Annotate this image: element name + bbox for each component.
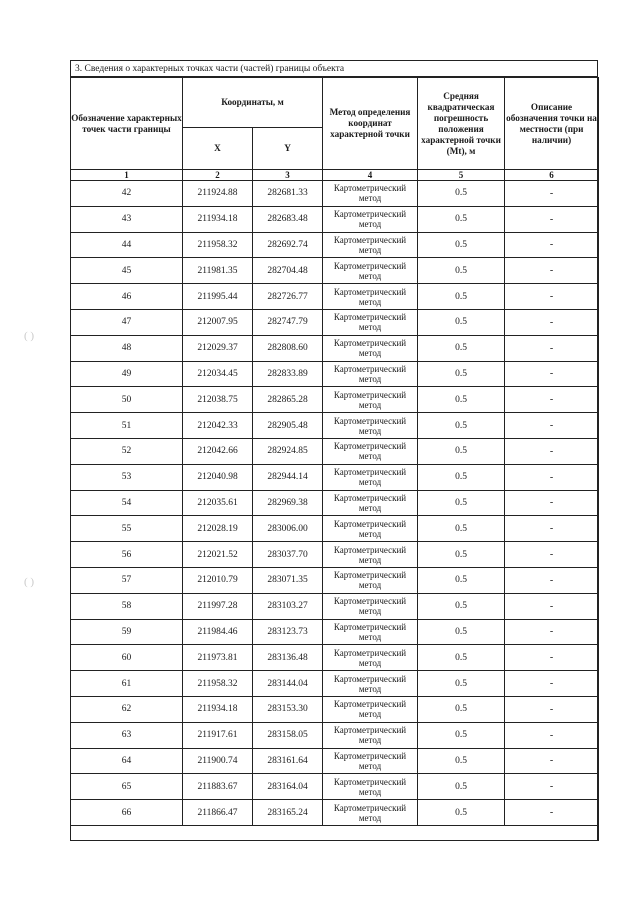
accuracy-value: 0.5	[418, 671, 505, 697]
description-value: -	[505, 181, 599, 207]
coordinate-y: 282924.85	[253, 438, 323, 464]
coordinate-x: 211917.61	[183, 722, 253, 748]
boundary-points-table	[70, 77, 599, 841]
point-number: 44	[71, 232, 183, 258]
method-text: метод	[358, 683, 382, 694]
coordinate-x: 212038.75	[183, 387, 253, 413]
table-row	[71, 232, 599, 258]
coordinate-y: 283037.70	[253, 542, 323, 568]
method-text: Картометрический	[333, 570, 407, 581]
accuracy-value: 0.5	[418, 309, 505, 335]
method-text: метод	[358, 270, 382, 281]
table-row	[71, 748, 599, 774]
method-cell	[323, 619, 418, 645]
coordinate-y: 283103.27	[253, 593, 323, 619]
method-cell	[323, 645, 418, 671]
description-value: -	[505, 671, 599, 697]
method-cell	[323, 800, 418, 826]
coordinate-y: 283071.35	[253, 567, 323, 593]
accuracy-value: 0.5	[418, 413, 505, 439]
accuracy-value: 0.5	[418, 490, 505, 516]
table-row	[71, 516, 599, 542]
method-text: метод	[358, 786, 382, 797]
table-row	[71, 206, 599, 232]
method-text: метод	[358, 606, 382, 617]
empty-cell	[71, 825, 599, 840]
method-text: метод	[358, 399, 382, 410]
table-body	[71, 181, 599, 826]
method-cell	[323, 490, 418, 516]
accuracy-value: 0.5	[418, 284, 505, 310]
coordinate-y: 282681.33	[253, 181, 323, 207]
coordinate-y: 282865.28	[253, 387, 323, 413]
coordinate-x: 212021.52	[183, 542, 253, 568]
table-row	[71, 361, 599, 387]
coordinate-y: 282683.48	[253, 206, 323, 232]
method-text: метод	[358, 631, 382, 642]
table-row	[71, 490, 599, 516]
table-row	[71, 567, 599, 593]
accuracy-value: 0.5	[418, 387, 505, 413]
table-row	[71, 800, 599, 826]
column-number: 3	[253, 170, 323, 181]
description-value: -	[505, 619, 599, 645]
accuracy-value: 0.5	[418, 206, 505, 232]
point-number: 57	[71, 567, 183, 593]
method-text: Картометрический	[333, 802, 407, 813]
coordinate-y: 283164.04	[253, 774, 323, 800]
description-value: -	[505, 309, 599, 335]
table-row	[71, 335, 599, 361]
method-text: метод	[358, 425, 382, 436]
method-text: метод	[358, 296, 382, 307]
method-text: метод	[358, 812, 382, 823]
point-number: 62	[71, 696, 183, 722]
method-cell	[323, 516, 418, 542]
method-text: Картометрический	[333, 338, 407, 349]
method-text: Картометрический	[333, 750, 407, 761]
method-cell	[323, 722, 418, 748]
point-number: 42	[71, 181, 183, 207]
method-text: метод	[358, 244, 382, 255]
coordinate-x: 211995.44	[183, 284, 253, 310]
description-value: -	[505, 335, 599, 361]
accuracy-value: 0.5	[418, 542, 505, 568]
accuracy-value: 0.5	[418, 619, 505, 645]
description-value: -	[505, 232, 599, 258]
description-value: -	[505, 567, 599, 593]
coordinate-x: 212010.79	[183, 567, 253, 593]
method-text: метод	[358, 451, 382, 462]
table-row	[71, 464, 599, 490]
table-row	[71, 696, 599, 722]
method-cell	[323, 671, 418, 697]
accuracy-value: 0.5	[418, 258, 505, 284]
accuracy-value: 0.5	[418, 232, 505, 258]
method-text: Картометрический	[333, 544, 407, 555]
method-cell	[323, 387, 418, 413]
column-number: 6	[505, 170, 599, 181]
method-text: Картометрический	[333, 183, 407, 194]
method-text: Картометрический	[333, 389, 407, 400]
method-text: метод	[358, 373, 382, 384]
point-number: 58	[71, 593, 183, 619]
section-caption: 3. Сведения о характерных точках части (частей) границы объекта	[71, 61, 597, 77]
table-row	[71, 619, 599, 645]
header-x: X	[183, 128, 253, 170]
header-y: Y	[253, 128, 323, 170]
table-row	[71, 722, 599, 748]
point-number: 56	[71, 542, 183, 568]
method-text: Картометрический	[333, 363, 407, 374]
coordinate-x: 212007.95	[183, 309, 253, 335]
method-cell	[323, 232, 418, 258]
table-header	[71, 78, 599, 181]
description-value: -	[505, 593, 599, 619]
table-row	[71, 542, 599, 568]
coordinate-x: 211883.67	[183, 774, 253, 800]
method-text: метод	[358, 193, 382, 204]
point-number: 54	[71, 490, 183, 516]
point-number: 59	[71, 619, 183, 645]
description-value: -	[505, 387, 599, 413]
table-row	[71, 413, 599, 439]
coordinate-y: 283136.48	[253, 645, 323, 671]
accuracy-value: 0.5	[418, 748, 505, 774]
method-cell	[323, 413, 418, 439]
coordinate-y: 283123.73	[253, 619, 323, 645]
table-row-empty	[71, 825, 599, 840]
column-numbers-row	[71, 170, 599, 181]
accuracy-value: 0.5	[418, 722, 505, 748]
method-text: Картометрический	[333, 596, 407, 607]
accuracy-value: 0.5	[418, 335, 505, 361]
coordinate-y: 282833.89	[253, 361, 323, 387]
method-cell	[323, 258, 418, 284]
point-number: 60	[71, 645, 183, 671]
point-number: 63	[71, 722, 183, 748]
method-cell	[323, 593, 418, 619]
method-text: метод	[358, 554, 382, 565]
point-number: 46	[71, 284, 183, 310]
coordinate-x: 212040.98	[183, 464, 253, 490]
accuracy-value: 0.5	[418, 645, 505, 671]
accuracy-value: 0.5	[418, 774, 505, 800]
coordinate-x: 211997.28	[183, 593, 253, 619]
method-text: метод	[358, 657, 382, 668]
coordinate-x: 211973.81	[183, 645, 253, 671]
point-number: 51	[71, 413, 183, 439]
method-text: метод	[358, 709, 382, 720]
accuracy-value: 0.5	[418, 516, 505, 542]
coordinate-x: 211958.32	[183, 232, 253, 258]
coordinate-y: 283158.05	[253, 722, 323, 748]
coordinate-y: 283006.00	[253, 516, 323, 542]
description-value: -	[505, 645, 599, 671]
method-text: Картометрический	[333, 647, 407, 658]
method-text: Картометрический	[333, 467, 407, 478]
method-text: Картометрический	[333, 312, 407, 323]
point-number: 66	[71, 800, 183, 826]
table-row	[71, 671, 599, 697]
accuracy-value: 0.5	[418, 438, 505, 464]
header-method: Метод определения координат характерной точки	[323, 78, 418, 170]
method-text: Картометрический	[333, 673, 407, 684]
boundary-points-sheet	[70, 60, 598, 841]
method-text: Картометрический	[333, 415, 407, 426]
table-row	[71, 309, 599, 335]
method-text: метод	[358, 502, 382, 513]
coordinate-y: 282905.48	[253, 413, 323, 439]
coordinate-x: 211866.47	[183, 800, 253, 826]
description-value: -	[505, 413, 599, 439]
point-number: 45	[71, 258, 183, 284]
accuracy-value: 0.5	[418, 696, 505, 722]
point-number: 48	[71, 335, 183, 361]
method-cell	[323, 748, 418, 774]
description-value: -	[505, 361, 599, 387]
point-number: 50	[71, 387, 183, 413]
description-value: -	[505, 464, 599, 490]
point-number: 64	[71, 748, 183, 774]
method-text: метод	[358, 580, 382, 591]
coordinate-x: 211924.88	[183, 181, 253, 207]
description-value: -	[505, 206, 599, 232]
coordinate-y: 282692.74	[253, 232, 323, 258]
method-cell	[323, 309, 418, 335]
coordinate-y: 282969.38	[253, 490, 323, 516]
point-number: 49	[71, 361, 183, 387]
point-number: 47	[71, 309, 183, 335]
method-cell	[323, 335, 418, 361]
header-designation: Обозначение характерных точек части границы	[71, 78, 183, 170]
description-value: -	[505, 696, 599, 722]
column-number: 1	[71, 170, 183, 181]
header-accuracy: Средняя квадратическая погрешность положения характерной точки (Mt), м	[418, 78, 505, 170]
coordinate-y: 283161.64	[253, 748, 323, 774]
method-cell	[323, 542, 418, 568]
accuracy-value: 0.5	[418, 567, 505, 593]
coordinate-y: 283144.04	[253, 671, 323, 697]
method-text: Картометрический	[333, 441, 407, 452]
table-row	[71, 774, 599, 800]
method-cell	[323, 464, 418, 490]
method-cell	[323, 181, 418, 207]
coordinate-x: 212034.45	[183, 361, 253, 387]
point-number: 55	[71, 516, 183, 542]
description-value: -	[505, 722, 599, 748]
method-text: Картометрический	[333, 260, 407, 271]
point-number: 43	[71, 206, 183, 232]
scan-artifact: ( )	[24, 330, 35, 342]
method-cell	[323, 361, 418, 387]
description-value: -	[505, 258, 599, 284]
table-row	[71, 645, 599, 671]
coordinate-y: 283153.30	[253, 696, 323, 722]
method-text: Картометрический	[333, 776, 407, 787]
method-text: метод	[358, 760, 382, 771]
header-description: Описание обозначения точки на местности (при наличии)	[505, 78, 599, 170]
method-text: Картометрический	[333, 492, 407, 503]
coordinate-y: 282747.79	[253, 309, 323, 335]
coordinate-y: 282704.48	[253, 258, 323, 284]
coordinate-x: 212042.66	[183, 438, 253, 464]
coordinate-x: 212028.19	[183, 516, 253, 542]
table-row	[71, 181, 599, 207]
method-text: Картометрический	[333, 518, 407, 529]
description-value: -	[505, 800, 599, 826]
method-cell	[323, 696, 418, 722]
column-number: 2	[183, 170, 253, 181]
method-text: Картометрический	[333, 699, 407, 710]
coordinate-x: 211934.18	[183, 206, 253, 232]
point-number: 52	[71, 438, 183, 464]
coordinate-y: 283165.24	[253, 800, 323, 826]
coordinate-x: 211900.74	[183, 748, 253, 774]
description-value: -	[505, 490, 599, 516]
scan-artifact: ( )	[24, 576, 35, 588]
coordinate-y: 282808.60	[253, 335, 323, 361]
table-row	[71, 284, 599, 310]
coordinate-x: 212029.37	[183, 335, 253, 361]
coordinate-x: 211958.32	[183, 671, 253, 697]
method-text: метод	[358, 348, 382, 359]
table-row	[71, 438, 599, 464]
table-row	[71, 387, 599, 413]
coordinate-y: 282726.77	[253, 284, 323, 310]
method-cell	[323, 774, 418, 800]
header-coordinates: Координаты, м	[183, 78, 323, 128]
coordinate-x: 211981.35	[183, 258, 253, 284]
method-text: метод	[358, 528, 382, 539]
table-row	[71, 258, 599, 284]
method-cell	[323, 284, 418, 310]
point-number: 65	[71, 774, 183, 800]
point-number: 61	[71, 671, 183, 697]
method-text: Картометрический	[333, 725, 407, 736]
coordinate-x: 212035.61	[183, 490, 253, 516]
method-cell	[323, 567, 418, 593]
description-value: -	[505, 516, 599, 542]
method-cell	[323, 438, 418, 464]
column-number: 5	[418, 170, 505, 181]
method-text: метод	[358, 219, 382, 230]
coordinate-x: 211934.18	[183, 696, 253, 722]
accuracy-value: 0.5	[418, 800, 505, 826]
description-value: -	[505, 774, 599, 800]
accuracy-value: 0.5	[418, 464, 505, 490]
accuracy-value: 0.5	[418, 361, 505, 387]
method-text: метод	[358, 735, 382, 746]
point-number: 53	[71, 464, 183, 490]
method-text: Картометрический	[333, 209, 407, 220]
description-value: -	[505, 438, 599, 464]
coordinate-y: 282944.14	[253, 464, 323, 490]
description-value: -	[505, 748, 599, 774]
accuracy-value: 0.5	[418, 181, 505, 207]
method-text: Картометрический	[333, 621, 407, 632]
description-value: -	[505, 542, 599, 568]
column-number: 4	[323, 170, 418, 181]
description-value: -	[505, 284, 599, 310]
method-cell	[323, 206, 418, 232]
method-text: Картометрический	[333, 286, 407, 297]
coordinate-x: 212042.33	[183, 413, 253, 439]
coordinate-x: 211984.46	[183, 619, 253, 645]
accuracy-value: 0.5	[418, 593, 505, 619]
method-text: Картометрический	[333, 234, 407, 245]
method-text: метод	[358, 477, 382, 488]
method-text: метод	[358, 322, 382, 333]
table-row	[71, 593, 599, 619]
